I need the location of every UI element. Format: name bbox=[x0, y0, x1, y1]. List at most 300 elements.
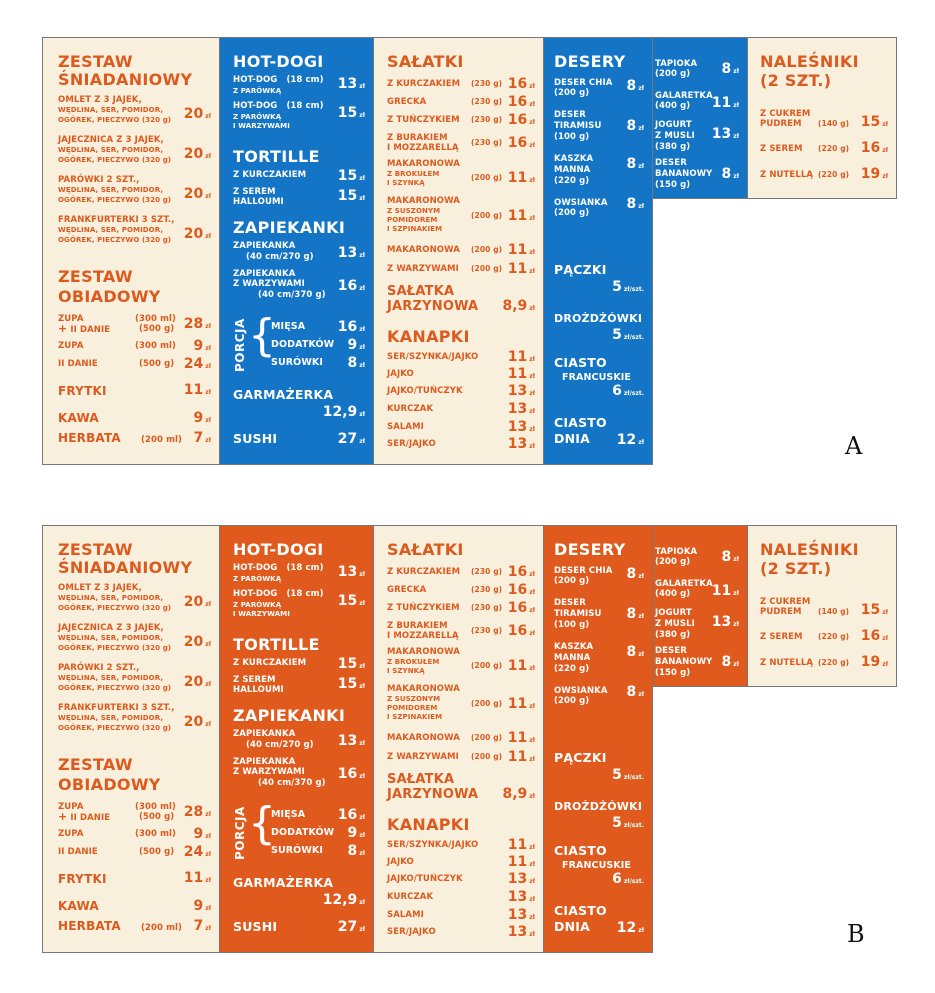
item-bananowy: DESER bbox=[655, 158, 687, 168]
heading-kanapki: KANAPKI bbox=[387, 327, 470, 346]
item-makaronowa2-l4: I SZPINAKIEM bbox=[387, 225, 443, 233]
price-jogurt: 13 zł bbox=[711, 126, 739, 142]
item-salatka-tunczyk: Z TUŃCZYKIEM bbox=[387, 603, 460, 613]
item-kaszka-w: (220 g) bbox=[554, 664, 590, 674]
pancakes-panel bbox=[747, 37, 897, 199]
item-hotdog1: HOT-DOG (18 cm) bbox=[233, 75, 324, 85]
label-b: B bbox=[847, 920, 865, 948]
heading-tortille: TORTILLE bbox=[233, 635, 320, 654]
desserts-panel-2 bbox=[652, 37, 748, 199]
item-parowki-desc: WĘDLINA, SER, POMIDOR, bbox=[58, 674, 164, 682]
item-tiramisu-w: (100 g) bbox=[554, 620, 590, 630]
weight-salatka-tunczyk: (230 g) bbox=[471, 115, 503, 124]
price-salatka-burak: 16 zł bbox=[507, 623, 535, 639]
item-jajecznica-desc2: OGÓREK, PIECZYWO (320 g) bbox=[58, 156, 172, 164]
price-kanapka1: 11 zł bbox=[507, 349, 535, 365]
item-zapiekanka2: ZAPIEKANKA bbox=[233, 757, 296, 767]
item-bananowy-l2: BANANOWY bbox=[655, 657, 713, 667]
heading-zestaw2: ZESTAW bbox=[58, 267, 133, 286]
price-makaronowa3: 11 zł bbox=[507, 730, 535, 746]
item-jarzynowa: SAŁATKA bbox=[387, 772, 455, 787]
weight-iidanie2: (500 g) bbox=[139, 359, 175, 369]
item-porcja-miesa: MIĘSA bbox=[271, 809, 306, 820]
item-frytki: FRYTKI bbox=[58, 384, 107, 398]
item-nalesnik-ser: Z SEREM bbox=[760, 144, 803, 154]
item-iidanie-combo: + II DANIE bbox=[58, 322, 111, 335]
item-makaronowa1: MAKARONOWA bbox=[387, 159, 460, 169]
item-zupa2: ZUPA bbox=[58, 341, 84, 351]
price-tapioka: 8 zł bbox=[721, 549, 739, 565]
heading-zestaw2: ZESTAW bbox=[58, 755, 133, 774]
item-omlet-desc2: OGÓREK, PIECZYWO (320 g) bbox=[58, 116, 172, 124]
item-bananowy: DESER bbox=[655, 646, 687, 656]
brace-icon: { bbox=[248, 798, 276, 849]
item-salatka-burak: Z BURAKIEM bbox=[387, 133, 448, 143]
item-iidanie-combo: + II DANIE bbox=[58, 810, 111, 823]
item-garmazerka: GARMAŻERKA bbox=[233, 387, 334, 402]
item-drozdzowki: DROŻDŻÓWKI bbox=[554, 312, 643, 325]
price-zapiekanka1: 13 zł bbox=[337, 733, 365, 749]
price-owsianka: 8 zł bbox=[626, 196, 644, 212]
price-kanapka6: 13 zł bbox=[507, 436, 535, 452]
item-zapiekanka2-l2: Z WARZYWAMI bbox=[233, 767, 305, 777]
item-jajecznica-desc2: OGÓREK, PIECZYWO (320 g) bbox=[58, 644, 172, 652]
item-kanapka6: SER/JAJKO bbox=[387, 927, 436, 937]
weight-herbata: (200 ml) bbox=[141, 923, 183, 933]
item-tiramisu: DESER bbox=[554, 110, 586, 120]
price-kanapka4: 13 zł bbox=[507, 889, 535, 905]
item-sushi: SUSHI bbox=[233, 919, 278, 934]
item-herbata: HERBATA bbox=[58, 431, 121, 445]
price-tiramisu: 8 zł bbox=[626, 606, 644, 622]
item-ciasto-francuskie: CIASTO bbox=[554, 355, 607, 370]
price-kanapka2: 11 zł bbox=[507, 854, 535, 870]
item-parowki-desc2: OGÓREK, PIECZYWO (320 g) bbox=[58, 196, 172, 204]
item-jogurt-l2: Z MUSLI bbox=[655, 619, 695, 629]
item-porcja-surowki: SURÓWKI bbox=[271, 357, 324, 368]
item-frankfurterki-desc2: OGÓREK, PIECZYWO (320 g) bbox=[58, 236, 172, 244]
item-bananowy-w: (150 g) bbox=[655, 668, 691, 678]
price-salatka-warzywa: 11 zł bbox=[507, 749, 535, 765]
item-porcja-dodatkow: DODATKÓW bbox=[271, 827, 335, 838]
item-zapiekanka2-l2: Z WARZYWAMI bbox=[233, 279, 305, 289]
price-porcja-miesa: 16 zł bbox=[337, 807, 365, 823]
item-jarzynowa-l2: JARZYNOWA bbox=[387, 299, 479, 314]
item-kanapka4: KURCZAK bbox=[387, 404, 434, 414]
price-tortilla1: 15 zł bbox=[337, 656, 365, 672]
item-salatka-grecka: GRECKA bbox=[387, 97, 427, 107]
item-tortilla1: Z KURCZAKIEM bbox=[233, 658, 307, 668]
weight-zupa: (300 ml) bbox=[135, 802, 177, 812]
price-paczki: 5 zł/szt. bbox=[612, 767, 644, 783]
item-salatka-tunczyk: Z TUŃCZYKIEM bbox=[387, 115, 460, 125]
price-zapiekanka1: 13 zł bbox=[337, 245, 365, 261]
heading-nalesniki-2: (2 SZT.) bbox=[760, 559, 832, 578]
price-zestaw-obiad: 28 zł bbox=[183, 804, 211, 820]
price-ciasto-francuskie: 6 zł/szt. bbox=[612, 383, 644, 399]
weight-makaronowa2: (200 g) bbox=[471, 211, 503, 220]
heading-hotdogi: HOT-DOGI bbox=[233, 52, 324, 71]
item-hotdog2-sub: Z PARÓWKĄ bbox=[233, 113, 282, 121]
weight-makaronowa3: (200 g) bbox=[471, 733, 503, 742]
heading-nalesniki: NALEŚNIKI bbox=[760, 540, 859, 559]
heading-desery: DESERY bbox=[554, 52, 626, 71]
heading-salatki: SAŁATKI bbox=[387, 540, 464, 559]
item-parowki-desc: WĘDLINA, SER, POMIDOR, bbox=[58, 186, 164, 194]
hotdogs-panel bbox=[219, 525, 374, 953]
item-nalesnik-cukier-l2: PUDREM bbox=[760, 119, 802, 129]
price-tiramisu: 8 zł bbox=[626, 118, 644, 134]
price-porcja-dodatkow: 9 zł bbox=[347, 337, 365, 353]
item-galaretka: GALARETKA bbox=[655, 91, 713, 101]
item-kaszka-l2: MANNA bbox=[554, 653, 591, 663]
price-hotdog1: 13 zł bbox=[337, 564, 365, 580]
weight-salatka-grecka: (230 g) bbox=[471, 585, 503, 594]
item-zapiekanka1: ZAPIEKANKA bbox=[233, 729, 296, 739]
price-omlet: 20 zł bbox=[183, 594, 211, 610]
price-nalesnik-ser: 16 zł bbox=[860, 628, 888, 644]
porcja-label: PORCJA bbox=[233, 806, 247, 860]
price-makaronowa1: 11 zł bbox=[507, 170, 535, 186]
price-tortilla2: 15 zł bbox=[337, 188, 365, 204]
item-deser-chia: DESER CHIA bbox=[554, 78, 613, 88]
item-jogurt-w: (380 g) bbox=[655, 142, 691, 152]
weight-salatka-kurczak: (230 g) bbox=[471, 79, 503, 88]
price-salatka-kurczak: 16 zł bbox=[507, 76, 535, 92]
item-kaszka: KASZKA bbox=[554, 154, 594, 164]
item-bananowy-w: (150 g) bbox=[655, 180, 691, 190]
item-jarzynowa: SAŁATKA bbox=[387, 284, 455, 299]
weight-makaronowa1: (200 g) bbox=[471, 173, 503, 182]
item-galaretka-w: (400 g) bbox=[655, 101, 691, 111]
item-iidanie2: II DANIE bbox=[58, 847, 98, 857]
heading-zestaw: ZESTAW bbox=[58, 540, 133, 559]
price-iidanie: 24 zł bbox=[183, 356, 211, 372]
item-makaronowa3: MAKARONOWA bbox=[387, 245, 460, 255]
breakfast-dinner-panel bbox=[42, 525, 220, 953]
weight-zupa2: (300 ml) bbox=[135, 829, 177, 839]
item-salatka-burak: Z BURAKIEM bbox=[387, 621, 448, 631]
item-makaronowa1-l3: I SZYNKĄ bbox=[387, 667, 425, 675]
price-kanapka1: 11 zł bbox=[507, 837, 535, 853]
price-galaretka: 11 zł bbox=[711, 95, 739, 111]
item-tortilla2: Z SEREM bbox=[233, 675, 276, 685]
price-zestaw-obiad: 28 zł bbox=[183, 316, 211, 332]
menu-board-b bbox=[42, 525, 897, 953]
price-herbata: 7 zł bbox=[193, 430, 211, 446]
weight-nalesnik-ser: (220 g) bbox=[818, 144, 850, 153]
item-nalesnik-ser: Z SEREM bbox=[760, 632, 803, 642]
weight-salatka-kurczak: (230 g) bbox=[471, 567, 503, 576]
price-drozdzowki: 5 zł/szt. bbox=[612, 327, 644, 343]
item-zapiekanka1-size: (40 cm/270 g) bbox=[246, 252, 314, 262]
item-bananowy-l2: BANANOWY bbox=[655, 169, 713, 179]
weight-iidanie: (500 g) bbox=[139, 324, 175, 334]
price-kaszka: 8 zł bbox=[626, 156, 644, 172]
price-herbata: 7 zł bbox=[193, 918, 211, 934]
brace-icon: { bbox=[248, 310, 276, 361]
item-tortilla2-l2: HALLOUMI bbox=[233, 197, 284, 207]
item-tiramisu-l2: TIRAMISU bbox=[554, 609, 602, 619]
item-kaszka-l2: MANNA bbox=[554, 165, 591, 175]
price-nalesnik-ser: 16 zł bbox=[860, 140, 888, 156]
item-tapioka-w: (200 g) bbox=[655, 69, 691, 79]
item-kawa: KAWA bbox=[58, 899, 99, 913]
item-ciasto-dnia-l2: DNIA bbox=[554, 919, 590, 934]
item-deser-chia-w: (200 g) bbox=[554, 576, 590, 586]
weight-makaronowa2: (200 g) bbox=[471, 699, 503, 708]
item-hotdog1: HOT-DOG (18 cm) bbox=[233, 563, 324, 573]
heading-tortille: TORTILLE bbox=[233, 147, 320, 166]
item-kanapka2: JAJKO bbox=[387, 857, 414, 867]
item-jogurt: JOGURT bbox=[655, 608, 692, 618]
porcja-label: PORCJA bbox=[233, 318, 247, 372]
weight-makaronowa1: (200 g) bbox=[471, 661, 503, 670]
item-salatka-grecka: GRECKA bbox=[387, 585, 427, 595]
price-porcja-surowki: 8 zł bbox=[347, 843, 365, 859]
desserts-panel bbox=[543, 37, 653, 465]
item-jogurt: JOGURT bbox=[655, 120, 692, 130]
heading-hotdogi: HOT-DOGI bbox=[233, 540, 324, 559]
item-frankfurterki-desc: WĘDLINA, SER, POMIDOR, bbox=[58, 226, 164, 234]
item-ciasto-dnia-l2: DNIA bbox=[554, 431, 590, 446]
item-makaronowa1-l2: Z BROKUŁEM bbox=[387, 170, 440, 178]
price-salatka-kurczak: 16 zł bbox=[507, 564, 535, 580]
item-zupa: ZUPA bbox=[58, 802, 84, 812]
price-sushi: 27 zł bbox=[337, 431, 365, 447]
item-deser-chia: DESER CHIA bbox=[554, 566, 613, 576]
weight-salatka-warzywa: (200 g) bbox=[471, 752, 503, 761]
item-jajecznica: JAJECZNICA Z 3 JAJEK, bbox=[58, 623, 164, 633]
item-paczki: PĄCZKI bbox=[554, 750, 607, 765]
price-tapioka: 8 zł bbox=[721, 61, 739, 77]
item-owsianka-w: (200 g) bbox=[554, 696, 590, 706]
item-tapioka: TAPIOKA bbox=[655, 59, 698, 69]
item-tiramisu: DESER bbox=[554, 598, 586, 608]
item-salatka-kurczak: Z KURCZAKIEM bbox=[387, 567, 461, 577]
item-nalesnik-cukier: Z CUKREM bbox=[760, 597, 811, 607]
item-herbata: HERBATA bbox=[58, 919, 121, 933]
heading-kanapki: KANAPKI bbox=[387, 815, 470, 834]
price-frankfurterki: 20 zł bbox=[183, 714, 211, 730]
item-tapioka: TAPIOKA bbox=[655, 547, 698, 557]
price-tortilla2: 15 zł bbox=[337, 676, 365, 692]
item-jajecznica-desc: WĘDLINA, SER, POMIDOR, bbox=[58, 634, 164, 642]
weight-nalesnik-ser: (220 g) bbox=[818, 632, 850, 641]
item-paczki: PĄCZKI bbox=[554, 262, 607, 277]
item-zapiekanka1-size: (40 cm/270 g) bbox=[246, 740, 314, 750]
price-ciasto-dnia: 12 zł bbox=[616, 920, 644, 936]
label-a: A bbox=[845, 432, 863, 460]
item-zapiekanka2: ZAPIEKANKA bbox=[233, 269, 296, 279]
item-frytki: FRYTKI bbox=[58, 872, 107, 886]
item-makaronowa2-l2: Z SUSZONYM bbox=[387, 695, 441, 703]
item-zupa2: ZUPA bbox=[58, 829, 84, 839]
item-galaretka-w: (400 g) bbox=[655, 589, 691, 599]
price-makaronowa2: 11 zł bbox=[507, 208, 535, 224]
item-makaronowa1: MAKARONOWA bbox=[387, 647, 460, 657]
item-jajecznica: JAJECZNICA Z 3 JAJEK, bbox=[58, 135, 164, 145]
weight-zupa2: (300 ml) bbox=[135, 341, 177, 351]
heading-sniadaniowy: ŚNIADANIOWY bbox=[58, 558, 193, 577]
item-kanapka1: SER/SZYNKA/JAJKO bbox=[387, 840, 479, 850]
item-hotdog1-sub: Z PARÓWKĄ bbox=[233, 575, 282, 583]
price-bananowy: 8 zł bbox=[721, 654, 739, 670]
price-jarzynowa: 8,9 zł bbox=[502, 786, 535, 802]
weight-herbata: (200 ml) bbox=[141, 435, 183, 445]
item-makaronowa2-l4: I SZPINAKIEM bbox=[387, 713, 443, 721]
price-iidanie: 24 zł bbox=[183, 844, 211, 860]
price-kanapka5: 13 zł bbox=[507, 419, 535, 435]
price-frytki: 11 zł bbox=[183, 870, 211, 886]
item-frankfurterki-desc: WĘDLINA, SER, POMIDOR, bbox=[58, 714, 164, 722]
item-makaronowa2-l3: POMIDOREM bbox=[387, 216, 438, 224]
heading-obiadowy: OBIADOWY bbox=[58, 287, 161, 306]
price-owsianka: 8 zł bbox=[626, 684, 644, 700]
price-porcja-miesa: 16 zł bbox=[337, 319, 365, 335]
item-makaronowa1-l2: Z BROKUŁEM bbox=[387, 658, 440, 666]
salads-panel bbox=[373, 525, 544, 953]
heading-zestaw: ZESTAW bbox=[58, 52, 133, 71]
item-garmazerka: GARMAŻERKA bbox=[233, 875, 334, 890]
item-salatka-warzywa: Z WARZYWAMI bbox=[387, 752, 459, 762]
weight-salatka-tunczyk: (230 g) bbox=[471, 603, 503, 612]
item-kanapka3: JAJKO/TUŃCZYK bbox=[387, 386, 463, 396]
item-zapiekanka1: ZAPIEKANKA bbox=[233, 241, 296, 251]
plus-icon: + bbox=[58, 810, 68, 823]
item-nalesnik-cukier-l2: PUDREM bbox=[760, 607, 802, 617]
menu-board-a bbox=[42, 37, 897, 465]
weight-salatka-warzywa: (200 g) bbox=[471, 264, 503, 273]
breakfast-dinner-panel bbox=[42, 37, 220, 465]
item-kanapka5: SALAMI bbox=[387, 910, 424, 920]
item-salatka-burak-l2: I MOZZARELLĄ bbox=[387, 631, 459, 641]
item-hotdog2-sub: Z PARÓWKĄ bbox=[233, 601, 282, 609]
price-kaszka: 8 zł bbox=[626, 644, 644, 660]
weight-salatka-grecka: (230 g) bbox=[471, 97, 503, 106]
price-tortilla1: 15 zł bbox=[337, 168, 365, 184]
price-kawa: 9 zł bbox=[193, 410, 211, 426]
weight-nalesnik-nutella: (220 g) bbox=[818, 658, 850, 667]
item-iidanie2: II DANIE bbox=[58, 359, 98, 369]
price-jogurt: 13 zł bbox=[711, 614, 739, 630]
item-kaszka-w: (220 g) bbox=[554, 176, 590, 186]
item-porcja-surowki: SURÓWKI bbox=[271, 845, 324, 856]
item-zapiekanka2-size: (40 cm/370 g) bbox=[258, 778, 326, 788]
item-ciasto-francuskie-l2: FRANCUSKIE bbox=[562, 372, 632, 383]
price-kanapka4: 13 zł bbox=[507, 401, 535, 417]
item-salatka-kurczak: Z KURCZAKIEM bbox=[387, 79, 461, 89]
price-parowki: 20 zł bbox=[183, 186, 211, 202]
price-ciasto-francuskie: 6 zł/szt. bbox=[612, 871, 644, 887]
item-sushi: SUSHI bbox=[233, 431, 278, 446]
item-owsianka-w: (200 g) bbox=[554, 208, 590, 218]
price-makaronowa3: 11 zł bbox=[507, 242, 535, 258]
item-tapioka-w: (200 g) bbox=[655, 557, 691, 567]
item-frankfurterki: FRANKFURTERKI 3 SZT., bbox=[58, 215, 175, 225]
price-salatka-tunczyk: 16 zł bbox=[507, 112, 535, 128]
item-zupa: ZUPA bbox=[58, 314, 84, 324]
price-deser-chia: 8 zł bbox=[626, 78, 644, 94]
item-tiramisu-w: (100 g) bbox=[554, 132, 590, 142]
item-jogurt-l2: Z MUSLI bbox=[655, 131, 695, 141]
weight-iidanie: (500 g) bbox=[139, 812, 175, 822]
weight-nalesnik-cukier: (140 g) bbox=[818, 607, 850, 616]
price-salatka-grecka: 16 zł bbox=[507, 94, 535, 110]
weight-zupa: (300 ml) bbox=[135, 314, 177, 324]
price-omlet: 20 zł bbox=[183, 106, 211, 122]
price-jajecznica: 20 zł bbox=[183, 634, 211, 650]
item-makaronowa2-l2: Z SUSZONYM bbox=[387, 207, 441, 215]
item-porcja-dodatkow: DODATKÓW bbox=[271, 339, 335, 350]
item-drozdzowki: DROŻDŻÓWKI bbox=[554, 800, 643, 813]
price-zupa: 9 zł bbox=[193, 338, 211, 354]
pancakes-panel bbox=[747, 525, 897, 687]
item-kanapka5: SALAMI bbox=[387, 422, 424, 432]
item-kanapka1: SER/SZYNKA/JAJKO bbox=[387, 352, 479, 362]
item-tortilla1: Z KURCZAKIEM bbox=[233, 170, 307, 180]
price-porcja-surowki: 8 zł bbox=[347, 355, 365, 371]
item-jajecznica-desc: WĘDLINA, SER, POMIDOR, bbox=[58, 146, 164, 154]
item-makaronowa1-l3: I SZYNKĄ bbox=[387, 179, 425, 187]
item-salatka-warzywa: Z WARZYWAMI bbox=[387, 264, 459, 274]
price-garmazerka: 12,9 zł bbox=[322, 404, 365, 420]
item-hotdog2: HOT-DOG (18 cm) bbox=[233, 589, 324, 599]
item-kawa: KAWA bbox=[58, 411, 99, 425]
item-omlet-desc: WĘDLINA, SER, POMIDOR, bbox=[58, 594, 164, 602]
item-salatka-burak-l2: I MOZZARELLĄ bbox=[387, 143, 459, 153]
item-kanapka6: SER/JAJKO bbox=[387, 439, 436, 449]
item-hotdog1-sub: Z PARÓWKĄ bbox=[233, 87, 282, 95]
item-nalesnik-nutella: Z NUTELLĄ bbox=[760, 658, 814, 668]
item-ciasto-francuskie-l2: FRANCUSKIE bbox=[562, 860, 632, 871]
price-garmazerka: 12,9 zł bbox=[322, 892, 365, 908]
heading-zapiekanki: ZAPIEKANKI bbox=[233, 218, 346, 237]
price-nalesnik-cukier: 15 zł bbox=[860, 114, 888, 130]
item-jarzynowa-l2: JARZYNOWA bbox=[387, 787, 479, 802]
desserts-panel bbox=[543, 525, 653, 953]
item-kanapka3: JAJKO/TUŃCZYK bbox=[387, 874, 463, 884]
price-nalesnik-nutella: 19 zł bbox=[860, 654, 888, 670]
item-deser-chia-w: (200 g) bbox=[554, 88, 590, 98]
price-salatka-warzywa: 11 zł bbox=[507, 261, 535, 277]
item-galaretka: GALARETKA bbox=[655, 579, 713, 589]
weight-salatka-burak: (230 g) bbox=[471, 138, 503, 147]
plus-icon: + bbox=[58, 322, 68, 335]
price-kanapka6: 13 zł bbox=[507, 924, 535, 940]
price-makaronowa1: 11 zł bbox=[507, 658, 535, 674]
hotdogs-panel bbox=[219, 37, 374, 465]
item-owsianka: OWSIANKA bbox=[554, 686, 608, 696]
heading-sniadaniowy: ŚNIADANIOWY bbox=[58, 70, 193, 89]
item-makaronowa3: MAKARONOWA bbox=[387, 733, 460, 743]
item-ciasto-dnia: CIASTO bbox=[554, 903, 607, 918]
item-omlet-desc: WĘDLINA, SER, POMIDOR, bbox=[58, 106, 164, 114]
item-omlet: OMLET Z 3 JAJEK, bbox=[58, 95, 142, 105]
price-salatka-burak: 16 zł bbox=[507, 135, 535, 151]
price-hotdog2: 15 zł bbox=[337, 593, 365, 609]
price-drozdzowki: 5 zł/szt. bbox=[612, 815, 644, 831]
item-nalesnik-cukier: Z CUKREM bbox=[760, 109, 811, 119]
price-makaronowa2: 11 zł bbox=[507, 696, 535, 712]
price-porcja-dodatkow: 9 zł bbox=[347, 825, 365, 841]
price-sushi: 27 zł bbox=[337, 919, 365, 935]
price-kanapka2: 11 zł bbox=[507, 366, 535, 382]
price-zupa: 9 zł bbox=[193, 826, 211, 842]
price-zapiekanka2: 16 zł bbox=[337, 766, 365, 782]
price-nalesnik-cukier: 15 zł bbox=[860, 602, 888, 618]
item-frankfurterki: FRANKFURTERKI 3 SZT., bbox=[58, 703, 175, 713]
